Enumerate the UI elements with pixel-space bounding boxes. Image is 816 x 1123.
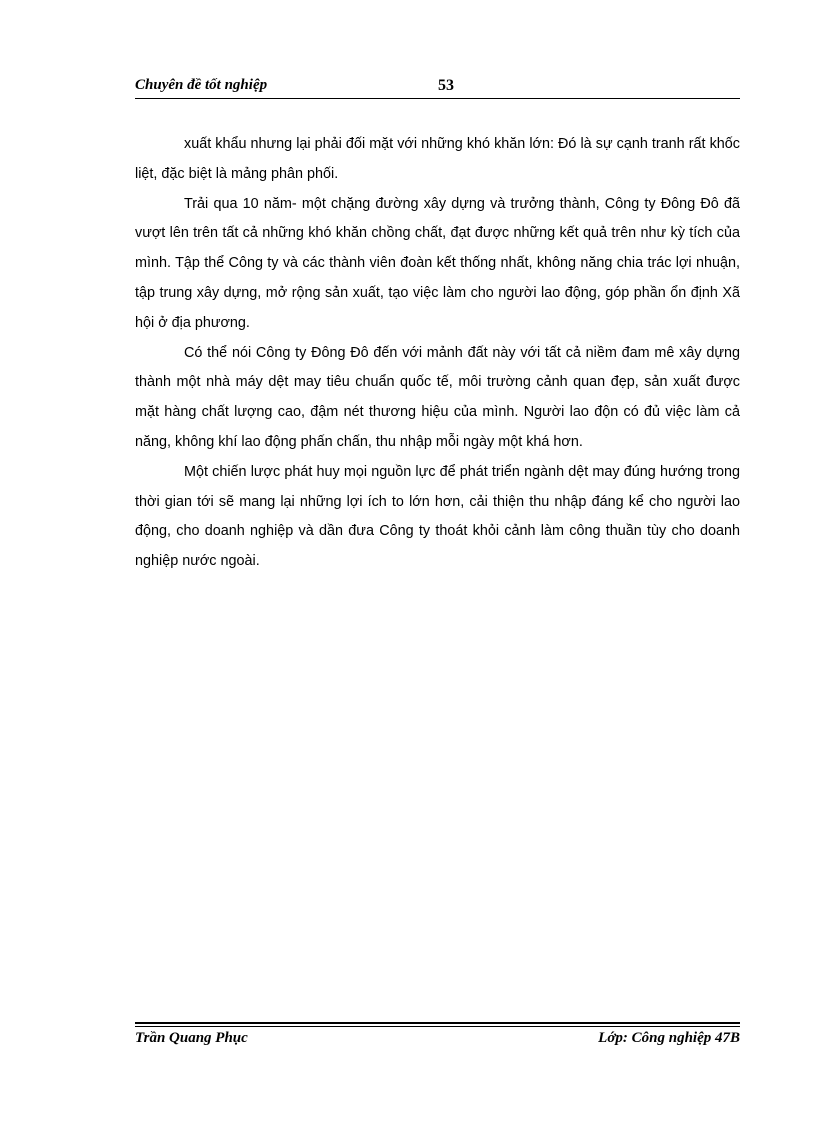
document-body — [135, 130, 740, 577]
paragraph: Một chiến lược phát huy mọi nguồn lực để phát triển ngành dệt may đúng hướng trong thời gian tới sẽ mang lại những lợi ích to lớn hơn, cải thiện thu nhập đáng kể cho người lao động, cho doanh nghiệp và dần đưa Công ty thoát khỏi cảnh làm công thuần tùy cho doanh nghiệp nước ngoài. — [135, 463, 740, 570]
paragraph-continuation: xuất khẩu nhưng lại phải đối mặt với những khó khăn lớn: Đó là sự cạnh tranh rất khốc liệt, đặc biệt là mảng phân phối. — [135, 136, 740, 182]
footer-author: Trần Quang Phục — [135, 1030, 248, 1046]
paragraph: Có thể nói Công ty Đông Đô đến với mảnh đất này với tất cả niềm đam mê xây dựng thành một nhà máy dệt may tiêu chuẩn quốc tế, môi trường cảnh quan đẹp, sản xuất được mặt hàng chất lượng cao, đậm nét thương hiệu của mình. Người lao độn có đủ việc làm cả năng, không khí lao động phấn chấn, thu nhập mỗi ngày một khá hơn. — [135, 344, 740, 450]
footer-divider-thin — [135, 1026, 740, 1027]
paragraph: Trải qua 10 năm- một chặng đường xây dựng và trưởng thành, Công ty Đông Đô đã vượt lên trên tất cả những khó khăn chồng chất, đạt được những kết quả trên như kỳ tích của mình. Tập thể Công ty và các thành viên đoàn kết thống nhất, không năng chia trác lợi nhuận, tập trung xây dựng, mở rộng sản xuất, tạo việc làm cho người lao động, góp phần ổn định Xã hội ở địa phương. — [135, 195, 740, 331]
footer-class: Lớp: Công nghiệp 47B — [598, 1030, 740, 1046]
page-header — [135, 76, 740, 99]
document-title: Chuyên đề tốt nghiệp — [135, 77, 268, 93]
page-number: 53 — [438, 77, 454, 94]
footer-divider-thick — [135, 1022, 740, 1024]
